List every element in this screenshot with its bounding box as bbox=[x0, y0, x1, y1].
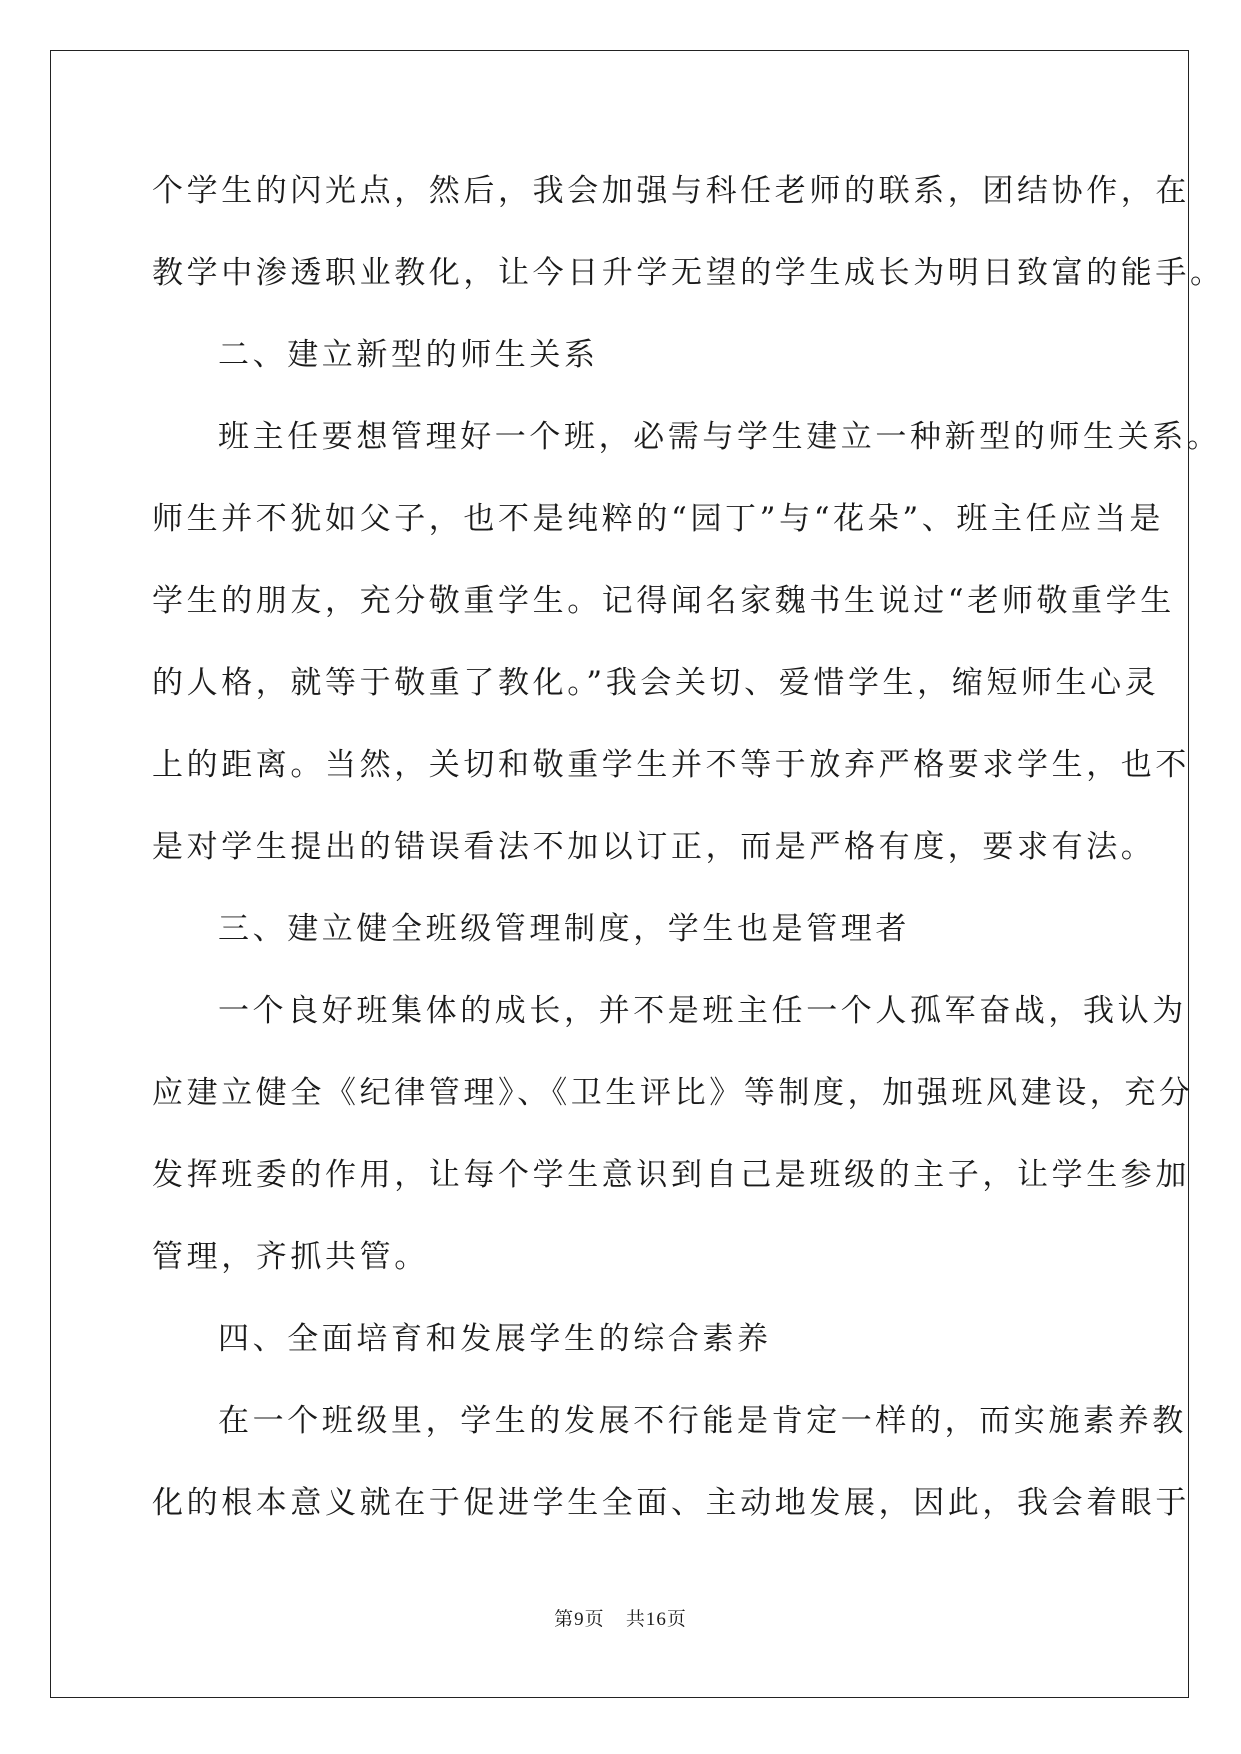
text-line: 教学中渗透职业教化，让今日升学无望的学生成长为明日致富的能手。 bbox=[152, 255, 1225, 291]
text-line: 班主任要想管理好一个班，必需与学生建立一种新型的师生关系。 bbox=[218, 419, 1222, 455]
text-line: 个学生的闪光点，然后，我会加强与科任老师的联系，团结协作，在 bbox=[152, 173, 1190, 209]
page-prefix: 第 bbox=[554, 1608, 575, 1630]
total-pages: 16 bbox=[645, 1609, 667, 1630]
text-line: 的人格，就等于敬重了教化。”我会关切、爱惜学生，缩短师生心灵 bbox=[152, 665, 1160, 701]
document-body bbox=[152, 160, 1225, 1554]
text-line: 应建立健全《纪律管理》、《卫生评比》等制度，加强班风建设，充分 bbox=[152, 1075, 1194, 1111]
text-line: 是对学生提出的错误看法不加以订正，而是严格有度，要求有法。 bbox=[152, 829, 1156, 865]
page-number: 9 bbox=[574, 1609, 585, 1630]
section-heading: 四、全面培育和发展学生的综合素养 bbox=[218, 1321, 772, 1357]
text-line: 上的距离。当然，关切和敬重学生并不等于放弃严格要求学生，也不 bbox=[152, 747, 1190, 783]
total-suffix: 页 bbox=[666, 1608, 687, 1630]
text-line: 发挥班委的作用，让每个学生意识到自己是班级的主子，让学生参加 bbox=[152, 1157, 1190, 1193]
text-line: 在一个班级里，学生的发展不行能是肯定一样的，而实施素养教 bbox=[218, 1403, 1187, 1439]
section-heading: 二、建立新型的师生关系 bbox=[218, 337, 599, 373]
page-footer bbox=[0, 1607, 1241, 1632]
total-prefix: 共 bbox=[625, 1608, 646, 1630]
text-line: 化的根本意义就在于促进学生全面、主动地发展，因此，我会着眼于 bbox=[152, 1485, 1190, 1521]
text-line: 管理，齐抓共管。 bbox=[152, 1239, 429, 1275]
text-line: 师生并不犹如父子，也不是纯粹的“园丁”与“花朵”、班主任应当是 bbox=[152, 501, 1164, 537]
text-line: 学生的朋友，充分敬重学生。记得闻名家魏书生说过“老师敬重学生 bbox=[152, 583, 1175, 619]
text-line: 一个良好班集体的成长，并不是班主任一个人孤军奋战，我认为 bbox=[218, 993, 1187, 1029]
section-heading: 三、建立健全班级管理制度，学生也是管理者 bbox=[218, 911, 910, 947]
page-suffix: 页 bbox=[584, 1608, 605, 1630]
